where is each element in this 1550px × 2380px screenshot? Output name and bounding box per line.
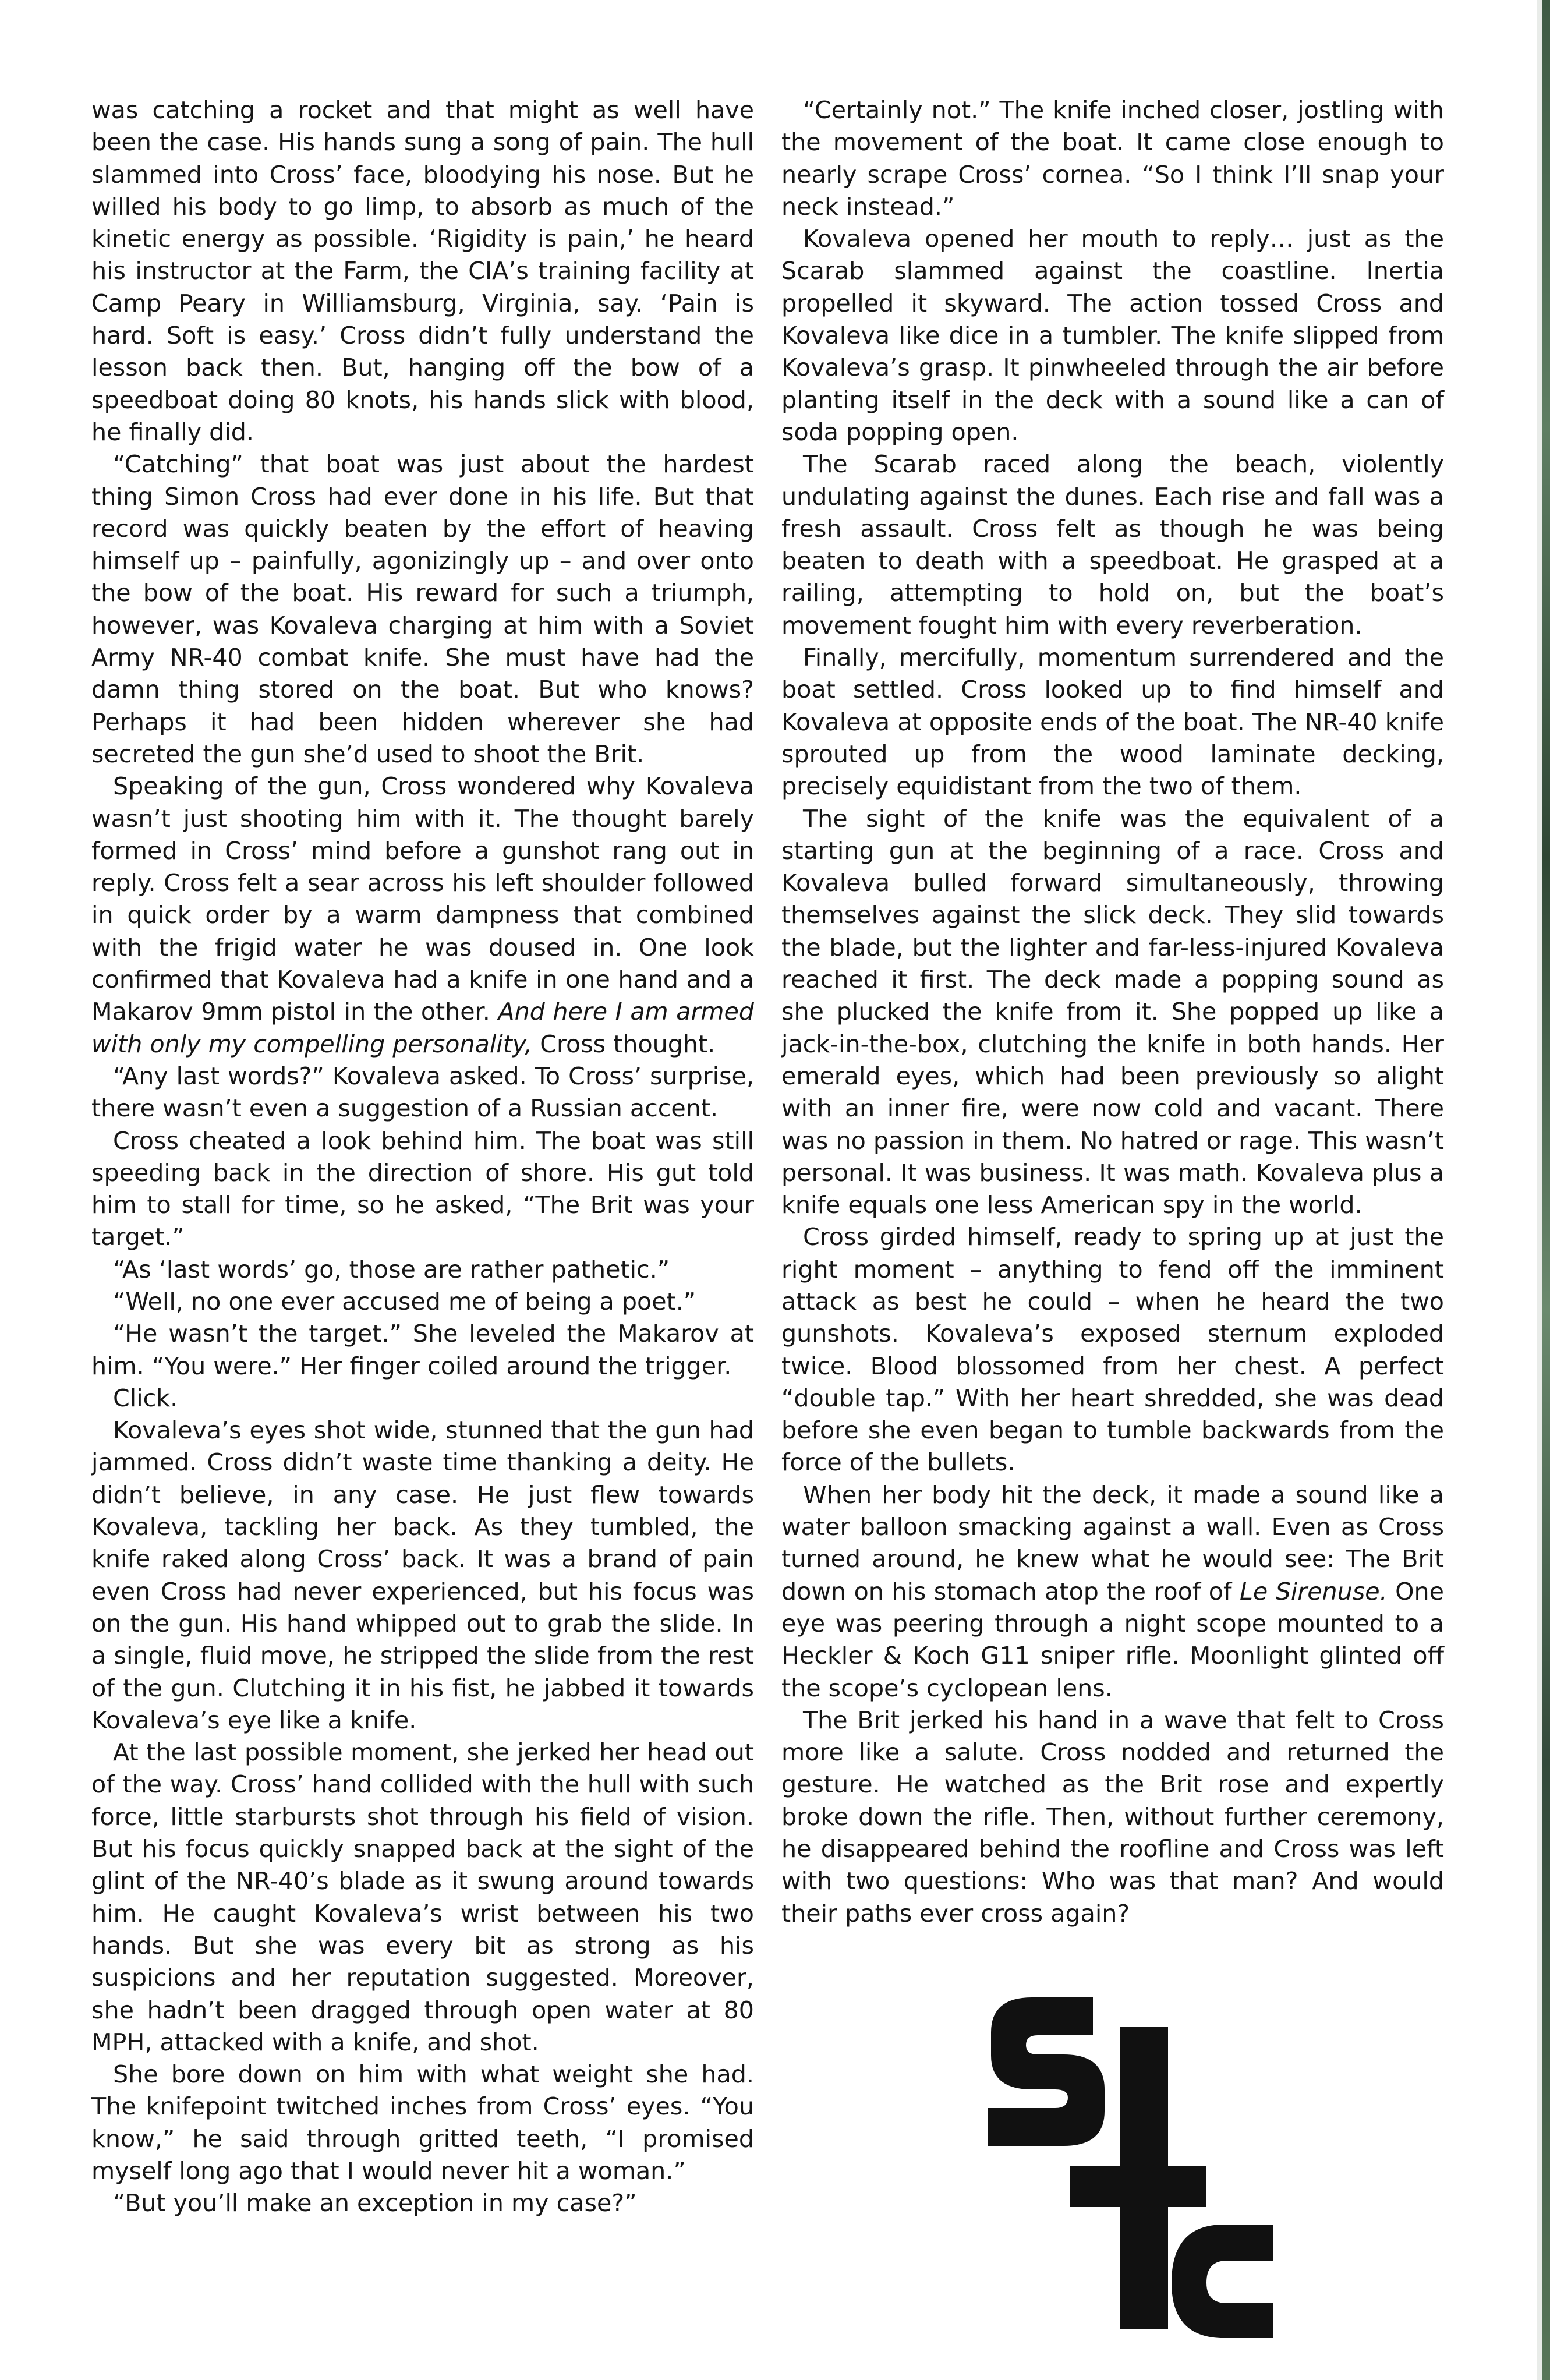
text-segment: At the last possible moment, she jerked her head out of the way. Cross’ hand collided with the hull with such force, little starbursts shot through his field of vision. But his focus quickly snapped back at the sight of the glint of the NR-40’s blade as it swung around towards him. He caught Kovaleva’s wrist between his two hands. But she was every bit as strong as his suspicions and her reputation suggested. Moreover, she hadn’t been dragged through open water at 80 MPH, attacked with a knife, and shot. xyxy=(91,1738,754,2056)
text-segment: And here I am armed with only my compelling personality, xyxy=(91,998,754,1058)
paragraph-p10 xyxy=(91,1414,754,1737)
text-segment: “Any last words?” Kovaleva asked. To Cross’ surprise, there wasn’t even a suggestion of a Russian accent. xyxy=(91,1062,754,1123)
stc-end-mark-icon xyxy=(968,1992,1282,2341)
paragraph-p2 xyxy=(91,448,754,770)
text-segment: When her body hit the deck, it made a sound like a water balloon smacking against a wall. Even as Cross turned around, he knew what he would see: The Brit down on his stomach atop the roof of xyxy=(781,1480,1444,1605)
adjacent-page-edge xyxy=(1542,0,1550,2380)
text-segment: “As ‘last words’ go, those are rather pathetic.” xyxy=(113,1255,670,1283)
text-segment: Kovaleva’s eyes shot wide, stunned that the gun had jammed. Cross didn’t waste time thanking a deity. He didn’t believe, in any case. He just flew towards Kovaleva, tackling her back. As they tumbled, the knife raked along Cross’ back. It was a brand of pain even Cross had never experienced, but his focus was on the gun. His hand whipped out to grab the slide. In a single, fluid move, he stripped the slide from the rest of the gun. Clutching it in his fist, he jabbed it towards Kovaleva’s eye like a knife. xyxy=(91,1416,754,1734)
text-segment: One eye was peering through a night scope mounted to a Heckler & Koch G11 sniper rifle. Moonlight glinted off the scope’s cyclopean lens. xyxy=(781,1577,1444,1702)
text-segment: Kovaleva opened her mouth to reply… just as the Scarab slammed against the coastline. Inertia propelled it skyward. The action tossed Cross and Kovaleva like dice in a tumbler. The knife slipped from Kovaleva’s grasp. It pinwheeled through the air before planting itself in the deck with a sound like a can of soda popping open. xyxy=(781,225,1444,446)
paragraph-p13 xyxy=(91,2187,754,2219)
text-segment: “Certainly not.” The knife inched closer, jostling with the movement of the boat. It came close enough to nearly scrape Cross’ cornea. “So I think I’ll snap your neck instead.” xyxy=(781,96,1444,221)
text-segment: The sight of the knife was the equivalent of a starting gun at the beginning of a race. Cross and Kovaleva bulled forward simultaneously, throwing themselves against the slick deck. They slid towards the blade, but the lighter and far-less-injured Kovaleva reached it first. The deck made a popping sound as she plucked the knife from it. She popped up like a jack-in-the-box, clutching the knife in both hands. Her emerald eyes, which had been previously so alight with an inner fire, were now cold and vacant. There was no passion in them. No hatred or rage. This wasn’t personal. It was business. It was math. Kovaleva plus a knife equals one less American spy in the world. xyxy=(781,804,1444,1219)
left-column xyxy=(91,94,754,2220)
paragraph-p12 xyxy=(91,2059,754,2187)
text-segment: was catching a rocket and that might as well have been the case. His hands sung a song of pain. The hull slammed into Cross’ face, bloodying his nose. But he willed his body to go limp, to absorb as much of the kinetic energy as possible. ‘Rigidity is pain,’ he heard his instructor at the Farm, the CIA’s training facility at Camp Peary in Williamsburg, Virginia, say. ‘Pain is hard. Soft is easy.’ Cross didn’t fully understand the lesson back then. But, hanging off the bow of a speedboat doing 80 knots, his hands slick with blood, he finally did. xyxy=(91,96,754,446)
paragraph-p14 xyxy=(781,94,1444,223)
paragraph-p6 xyxy=(91,1254,754,1286)
text-segment: She bore down on him with what weight she had. The knifepoint twitched inches from Cross’ eyes. “You know,” he said through gritted teeth, “I promised myself long ago that I would never hit a woman.” xyxy=(91,2060,754,2185)
paragraph-p5 xyxy=(91,1125,754,1254)
text-segment: Le Sirenuse. xyxy=(1239,1577,1388,1605)
text-segment: “He wasn’t the target.” She leveled the Makarov at him. “You were.” Her finger coiled around the trigger. xyxy=(91,1320,754,1380)
paragraph-p1 xyxy=(91,94,754,448)
paragraph-p4 xyxy=(91,1060,754,1125)
text-segment: “But you’ll make an exception in my case?” xyxy=(113,2189,637,2218)
text-segment: The Brit jerked his hand in a wave that felt to Cross more like a salute. Cross nodded and returned the gesture. He watched as the Brit rose and expertly broke down the rifle. Then, without further ceremony, he disappeared behind the roofline and Cross was left with two questions: Who was that man? And would their paths ever cross again? xyxy=(781,1706,1444,1928)
paragraph-p8 xyxy=(91,1318,754,1382)
paragraph-p15 xyxy=(781,223,1444,448)
paragraph-p7 xyxy=(91,1286,754,1318)
text-segment: Cross thought. xyxy=(532,1030,716,1058)
page-edge-margin xyxy=(1537,0,1542,2380)
text-segment: The Scarab raced along the beach, violently undulating against the dunes. Each rise and fall was a fresh assault. Cross felt as though he was being beaten to death with a speedboat. He grasped at a railing, attempting to hold on, but the boat’s movement fought him with every reverberation. xyxy=(781,450,1444,639)
text-segment: Speaking of the gun, Cross wondered why Kovaleva wasn’t just shooting him with it. The thought barely formed in Cross’ mind before a gunshot rang out in reply. Cross felt a sear across his left shoulder followed in quick order by a warm dampness that combined with the frigid water he was doused in. One look confirmed that Kovaleva had a knife in one hand and a Makarov 9mm pistol in the other. xyxy=(91,772,754,1026)
right-column xyxy=(781,94,1444,1930)
paragraph-p11 xyxy=(91,1737,754,2059)
paragraph-p17 xyxy=(781,642,1444,802)
paragraph-p19 xyxy=(781,1221,1444,1479)
text-segment: Cross cheated a look behind him. The boat was still speeding back in the direction of shore. His gut told him to stall for time, so he asked, “The Brit was your target.” xyxy=(91,1126,754,1251)
paragraph-p20 xyxy=(781,1479,1444,1704)
paragraph-p3 xyxy=(91,770,754,1060)
paragraph-p9 xyxy=(91,1382,754,1414)
text-segment: Cross girded himself, ready to spring up at just the right moment – anything to fend off the imminent attack as best he could – when he heard the two gunshots. Kovaleva’s exposed sternum exploded twice. Blood blossomed from her chest. A perfect “double tap.” With her heart shredded, she was dead before she even began to tumble backwards from the force of the bullets. xyxy=(781,1223,1444,1477)
text-segment: “Catching” that boat was just about the hardest thing Simon Cross had ever done in his life. But that record was quickly beaten by the effort of heaving himself up – painfully, agonizingly up – and over onto the bow of the boat. His reward for such a triumph, however, was Kovaleva charging at him with a Soviet Army NR-40 combat knife. She must have had the damn thing stored on the boat. But who knows? Perhaps it had been hidden wherever she had secreted the gun she’d used to shoot the Brit. xyxy=(91,450,754,768)
paragraph-p21 xyxy=(781,1704,1444,1930)
paragraph-p16 xyxy=(781,448,1444,642)
text-segment: Click. xyxy=(113,1384,178,1412)
text-segment: Finally, mercifully, momentum surrendered and the boat settled. Cross looked up to find himself and Kovaleva at opposite ends of the boat. The NR-40 knife sprouted up from the wood laminate decking, precisely equidistant from the two of them. xyxy=(781,643,1444,801)
paragraph-p18 xyxy=(781,803,1444,1222)
text-segment: “Well, no one ever accused me of being a poet.” xyxy=(113,1287,696,1315)
